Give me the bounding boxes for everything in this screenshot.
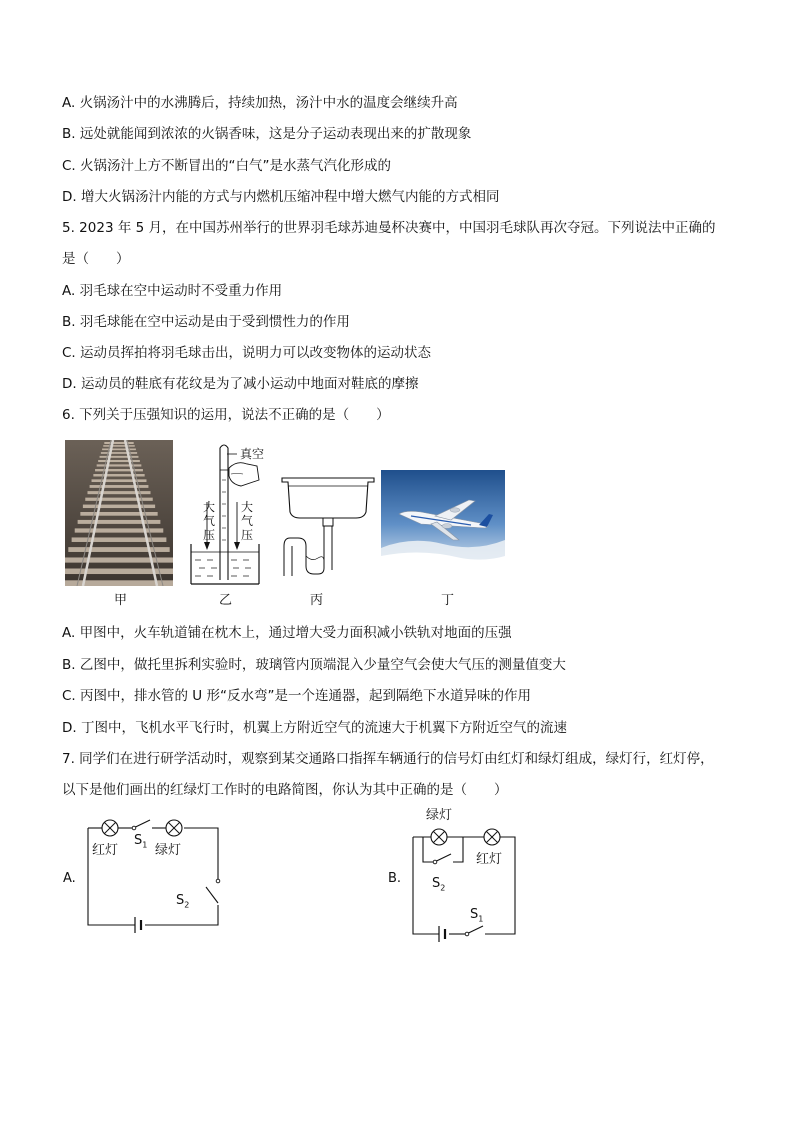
torricelli-diagram [185, 440, 273, 588]
railway-track-photo [65, 440, 173, 586]
q6-option-a: A. 甲图中，火车轨道铺在枕木上，通过增大受力面积减小铁轨对地面的压强 [62, 625, 512, 641]
q6-stem: 6. 下列关于压强知识的运用，说法不正确的是（ ） [62, 407, 390, 423]
q4-option-b: B. 远处就能闻到浓浓的火锅香味，这是分子运动表现出来的扩散现象 [62, 126, 472, 142]
q4-option-c: C. 火锅汤汁上方不断冒出的“白气”是水蒸气汽化形成的 [62, 158, 391, 174]
q7-stem-line2: 以下是他们画出的红绿灯工作时的电路简图，你认为其中正确的是（ ） [62, 782, 508, 798]
circuit-b-option-label: B. [388, 871, 402, 886]
q5-option-b: B. 羽毛球能在空中运动是由于受到惯性力的作用 [62, 314, 350, 330]
q7-stem-line1: 7. 同学们在进行研学活动时，观察到某交通路口指挥车辆通行的信号灯由红灯和绿灯组成，绿灯行，红灯停， [62, 751, 714, 767]
circuit-b-s2-label: $S_2$ [432, 876, 446, 893]
circuit-a-red-lamp-label: 红灯 [92, 843, 119, 858]
circuit-b-s1-label: $S_1$ [470, 907, 484, 924]
circuit-a-s2-label: $S_2$ [176, 893, 190, 910]
figure-label-bing: 丙 [310, 593, 324, 608]
q6-option-c: C. 丙图中，排水管的 U 形“反水弯”是一个连通器，起到隔绝下水道异味的作用 [62, 688, 531, 704]
q5-option-c: C. 运动员挥拍将羽毛球击出，说明力可以改变物体的运动状态 [62, 345, 432, 361]
q4-option-d: D. 增大火锅汤汁内能的方式与内燃机压缩冲程中增大燃气内能的方式相同 [62, 189, 500, 205]
circuit-a-green-lamp-label: 绿灯 [155, 843, 182, 858]
vacuum-label: 真空 [240, 447, 265, 461]
figure-label-yi: 乙 [219, 593, 233, 608]
airplane-photo [381, 470, 505, 568]
circuit-a-s1-label: $S_1$ [134, 833, 148, 850]
atm-pressure-left-label: 大 气 压 [203, 500, 216, 542]
circuit-diagram-b [405, 820, 525, 942]
sink-u-trap-diagram [280, 472, 376, 576]
q5-option-a: A. 羽毛球在空中运动时不受重力作用 [62, 283, 283, 299]
circuit-a-option-label: A. [63, 871, 76, 886]
q5-option-d: D. 运动员的鞋底有花纹是为了减小运动中地面对鞋底的摩擦 [62, 376, 419, 392]
circuit-diagram-a [80, 815, 230, 940]
q6-option-d: D. 丁图中，飞机水平飞行时，机翼上方附近空气的流速大于机翼下方附近空气的流速 [62, 720, 567, 736]
q5-stem-line1: 5. 2023 年 5 月，在中国苏州举行的世界羽毛球苏迪曼杯决赛中，中国羽毛球队再次夺冠。下列说法中正确的 [62, 220, 716, 236]
figure-label-jia: 甲 [114, 593, 128, 608]
q4-option-a: A. 火锅汤汁中的水沸腾后，持续加热，汤汁中水的温度会继续升高 [62, 95, 458, 111]
atm-pressure-right-label: 大 气 压 [241, 500, 254, 542]
circuit-b-red-lamp-label: 红灯 [476, 852, 503, 867]
figure-label-ding: 丁 [441, 593, 455, 608]
circuit-b-green-lamp-label: 绿灯 [426, 808, 453, 823]
q6-option-b: B. 乙图中，做托里拆利实验时，玻璃管内顶端混入少量空气会使大气压的测量值变大 [62, 657, 566, 673]
q5-stem-line2: 是（ ） [62, 251, 130, 267]
